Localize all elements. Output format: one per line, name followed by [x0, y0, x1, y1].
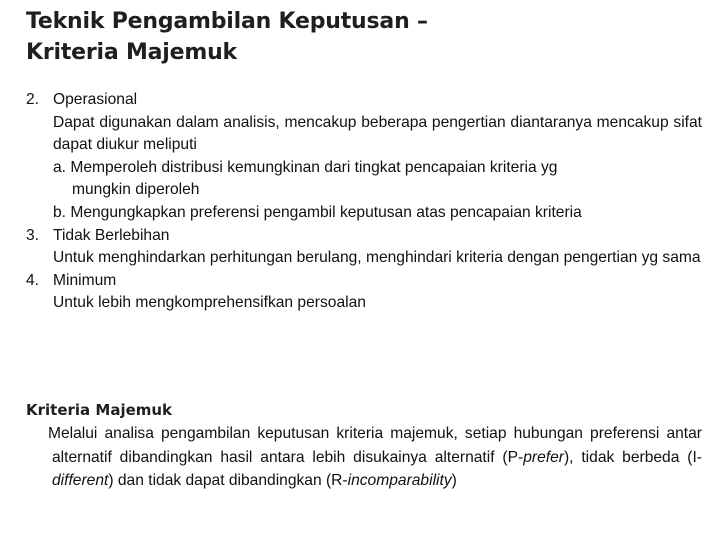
paragraph-text-4: ) [451, 472, 457, 489]
list-item-2-sub-a [26, 157, 702, 202]
list-item-3-heading [26, 225, 702, 248]
list-item-4-heading [26, 270, 702, 293]
term-incomparability: incomparability [347, 472, 452, 489]
title-line-2: Kriteria Majemuk [26, 40, 237, 65]
list-item-2-heading [26, 89, 702, 112]
list-heading: Tidak Berlebihan [53, 226, 170, 244]
sub-a-line-1: a. Memperoleh distribusi kemungkinan dari tingkat pencapaian kriteria yg [53, 158, 558, 176]
paragraph-text-3: ) dan tidak dapat dibandingkan (R- [108, 472, 348, 489]
list-heading: Minimum [53, 271, 117, 289]
list-number: 4. [26, 271, 40, 289]
list-item-4-description: Untuk lebih mengkomprehensifkan persoalan [53, 294, 366, 312]
slide-title [26, 6, 706, 68]
list-item-2-description: Dapat digunakan dalam analisis, mencakup beberapa pengertian diantaranya mencakup sifat dapat diukur meliputi [53, 113, 702, 154]
term-different: different [52, 472, 109, 489]
list-number: 2. [26, 91, 40, 108]
title-line-1: Teknik Pengambilan Keputusan – [26, 9, 428, 34]
criteria-list [26, 89, 702, 315]
list-number: 3. [26, 226, 40, 244]
list-item-2-sub-b: b. Mengungkapkan preferensi pengambil keputusan atas pencapaian kriteria [53, 203, 582, 221]
sub-a-line-2: mungkin diperoleh [72, 181, 200, 199]
term-prefer: prefer [523, 448, 564, 466]
list-item-3-description: Untuk menghindarkan perhitungan berulang, menghindari kriteria dengan pengertian yg sama [53, 249, 701, 267]
paragraph-text-1: Melalui analisa pengambilan keputusan kriteria majemuk, setiap hubungan preferensi antar alternatif dibandingkan hasil antara lebih disukainya alternatif (P- [48, 425, 702, 466]
section-heading: Kriteria Majemuk [26, 401, 173, 419]
paragraph-text-2: ), tidak berbeda (I- [563, 448, 702, 466]
list-heading: Operasional [53, 91, 138, 108]
section-paragraph [48, 422, 702, 493]
